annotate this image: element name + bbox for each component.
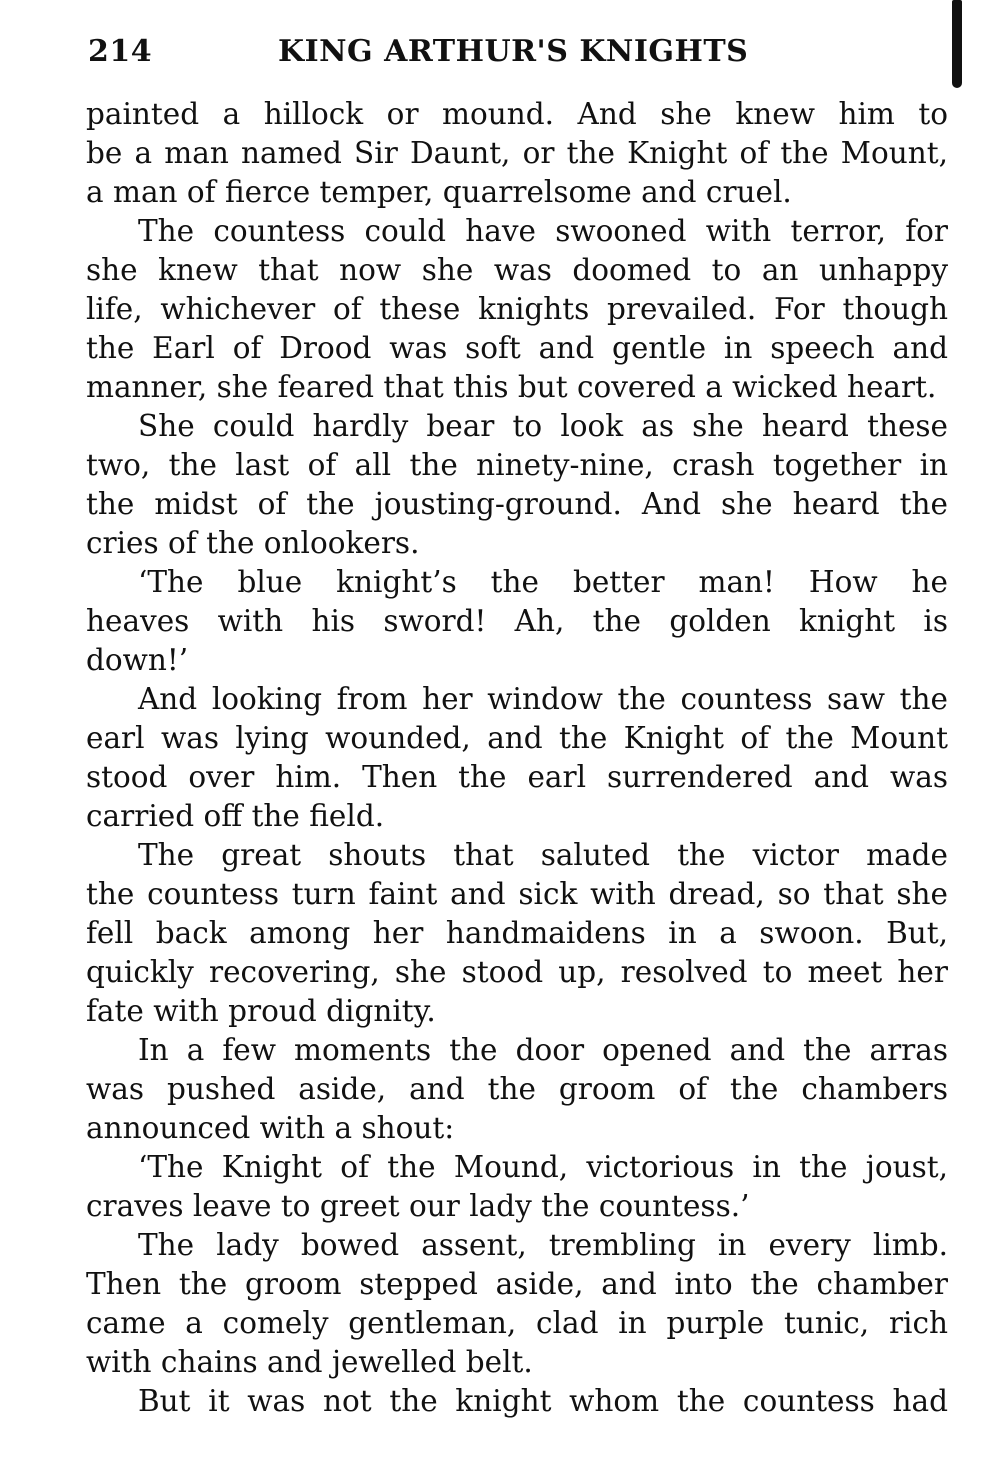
text-line: was pushed aside, and the groom of the chambers [86, 1072, 948, 1106]
text-line: She could hardly bear to look as she heard these [138, 409, 948, 443]
text-line: two, the last of all the ninety-nine, crash together in [86, 448, 948, 482]
text-line: ‘The blue knight’s the better man! How he [138, 565, 948, 599]
running-head: KING ARTHUR'S KNIGHTS [278, 34, 749, 69]
page-edge-mark [952, 0, 962, 88]
text-line: she knew that now she was doomed to an unhappy [86, 253, 948, 287]
text-line: down!’ [86, 643, 189, 677]
text-line: earl was lying wounded, and the Knight of the Mount [86, 721, 948, 755]
page-number: 214 [88, 34, 153, 69]
text-line: And looking from her window the countess saw the [138, 682, 948, 716]
text-line: a man of fierce temper, quarrelsome and cruel. [86, 175, 792, 209]
text-line: The great shouts that saluted the victor made [138, 838, 948, 872]
text-line: craves leave to greet our lady the countess.’ [86, 1189, 750, 1223]
text-line: The lady bowed assent, trembling in every limb. [138, 1228, 948, 1262]
text-line: But it was not the knight whom the countess had [138, 1384, 948, 1418]
text-line: stood over him. Then the earl surrendered and was [86, 760, 948, 794]
text-line: quickly recovering, she stood up, resolved to meet her [86, 955, 948, 989]
text-line: In a few moments the door opened and the arras [138, 1033, 948, 1067]
text-line: came a comely gentleman, clad in purple tunic, rich [86, 1306, 948, 1340]
text-line: The countess could have swooned with terror, for [138, 214, 948, 248]
text-line: life, whichever of these knights prevailed. For though [86, 292, 948, 326]
text-line: cries of the onlookers. [86, 526, 420, 560]
text-line: be a man named Sir Daunt, or the Knight of the Mount, [86, 136, 948, 170]
text-line: the countess turn faint and sick with dread, so that she [86, 877, 948, 911]
text-line: the midst of the jousting-ground. And she heard the [86, 487, 948, 521]
text-line: fate with proud dignity. [86, 994, 436, 1028]
page-header [88, 28, 948, 78]
text-line: with chains and jewelled belt. [86, 1345, 533, 1379]
text-line: Then the groom stepped aside, and into the chamber [86, 1267, 948, 1301]
text-line: announced with a shout: [86, 1111, 455, 1145]
text-line: painted a hillock or mound. And she knew him to [86, 97, 948, 131]
text-line: heaves with his sword! Ah, the golden knight is [86, 604, 948, 638]
text-line: the Earl of Drood was soft and gentle in speech and [86, 331, 948, 365]
text-line: carried off the field. [86, 799, 385, 833]
text-line: ‘The Knight of the Mound, victorious in the joust, [138, 1150, 948, 1184]
text-line: manner, she feared that this but covered a wicked heart. [86, 370, 937, 404]
body-text [86, 95, 948, 1421]
text-line: fell back among her handmaidens in a swoon. But, [86, 916, 948, 950]
